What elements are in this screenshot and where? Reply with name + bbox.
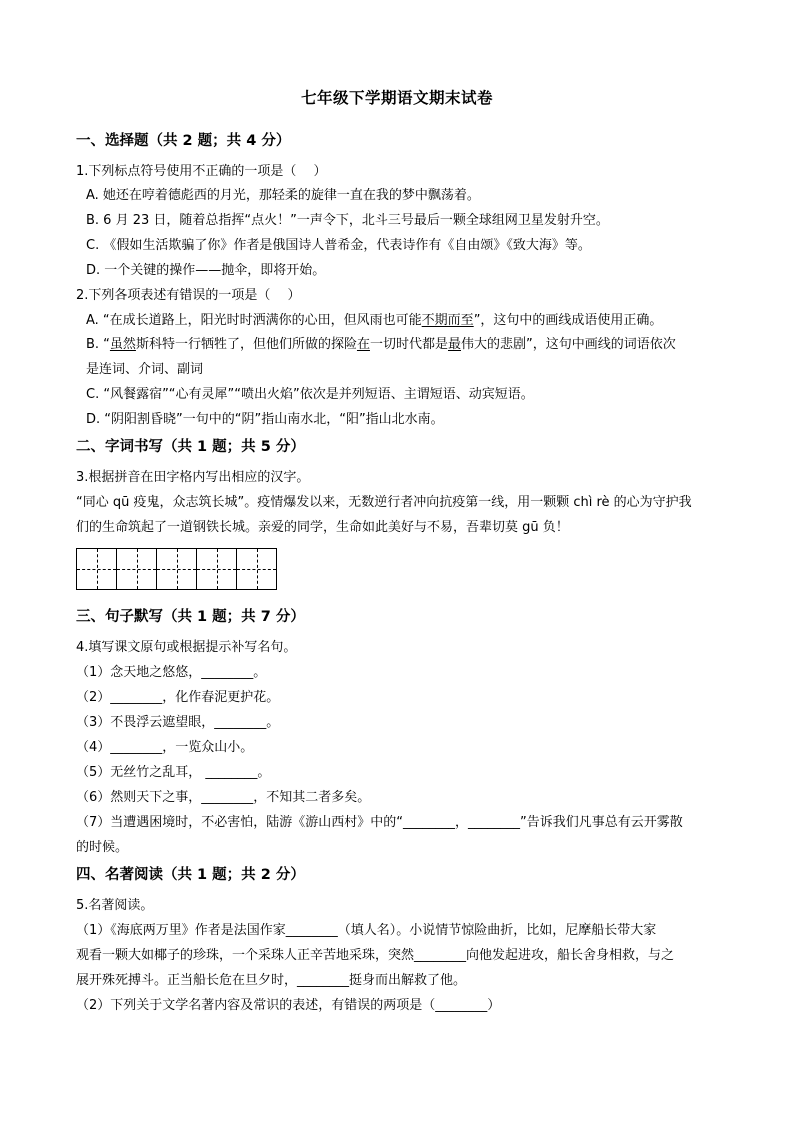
question-1-option-b: B. 6 月 23 日，随着总指挥“点火！”一声令下，北斗三号最后一颗全球组网卫星发射升空。 [86, 213, 609, 228]
underlined-word: 最 [447, 337, 461, 352]
question-4-item-2: （2）________，化作春泥更护花。 [76, 690, 280, 705]
question-2-option-c: C. “风餐露宿”“心有灵犀”“喷出火焰”依次是并列短语、主谓短语、动宾短语。 [86, 387, 534, 402]
question-4-item-3: （3）不畏浮云遮望眼，________。 [76, 715, 280, 730]
section-heading-recitation: 三、句子默写（共 1 题；共 7 分） [76, 609, 305, 625]
section-heading-choice: 一、选择题（共 2 题；共 4 分） [76, 133, 291, 149]
question-5-part-1-line-1: （1）《海底两万里》作者是法国作家________（填人名）。小说情节惊险曲折，比如，尼摩船长带大家 [76, 923, 657, 938]
question-5-part-1-line-3: 展开殊死搏斗。正当船长危在旦夕时，________挺身而出解救了他。 [76, 973, 467, 988]
question-5-part-1-line-2: 观看一颗大如椰子的珍珠，一个采珠人正辛苦地采珠，突然________向他发起进攻，船长舍身相救，与之 [76, 948, 675, 963]
question-4-item-5: （5）无丝竹之乱耳， ________。 [76, 765, 271, 780]
question-5-stem: 5.名著阅读。 [76, 898, 154, 913]
question-4-item-4: （4）________，一览众山小。 [76, 740, 254, 755]
tianzige-cell[interactable] [117, 549, 157, 589]
underlined-word: 虽然 [109, 337, 136, 352]
question-4-item-7: （7）当遭遇困境时，不必害怕，陆游《游山西村》中的“________，________”告诉我们凡事总有云开雾散 [76, 815, 683, 830]
question-4-item-1: （1）念天地之悠悠，________。 [76, 665, 267, 680]
question-2-option-b: B. “虽然斯科特一行牺牲了，但他们所做的探险在一切时代都是最伟大的悲剧”，这句中画线的词语依次 [86, 337, 676, 352]
page-title: 七年级下学期语文期末试卷 [300, 89, 493, 107]
tianzige-cell[interactable] [197, 549, 237, 589]
question-5-part-2: （2）下列关于文学名著内容及常识的表述，有错误的两项是（________） [76, 998, 501, 1013]
question-4-stem: 4.填写课文原句或根据提示补写名句。 [76, 640, 297, 655]
tianzige-cell[interactable] [77, 549, 117, 589]
tianzige-cell[interactable] [237, 549, 277, 589]
question-1-stem: 1.下列标点符号使用不正确的一项是（ ） [76, 164, 327, 179]
tianzige-cell[interactable] [157, 549, 197, 589]
section-heading-writing: 二、字词书写（共 1 题；共 5 分） [76, 439, 305, 455]
question-1-option-d: D. 一个关键的操作——抛伞，即将开始。 [86, 263, 326, 278]
question-4-item-7-cont: 的时候。 [76, 840, 129, 855]
question-2-stem: 2.下列各项表述有错误的一项是（ ） [76, 288, 301, 303]
underlined-word: 在 [356, 337, 370, 352]
question-1-option-a: A. 她还在哼着德彪西的月光，那轻柔的旋律一直在我的梦中飘荡着。 [86, 188, 480, 203]
question-1-option-c: C. 《假如生活欺骗了你》作者是俄国诗人普希金，代表诗作有《自由颂》《致大海》等。 [86, 238, 591, 253]
question-2-option-a: A. “在成长道路上，阳光时时洒满你的心田，但风雨也可能不期而至”，这句中的画线成语使用正确。 [86, 313, 663, 328]
question-3-stem: 3.根据拼音在田字格内写出相应的汉字。 [76, 470, 310, 485]
underlined-idiom: 不期而至 [421, 313, 474, 328]
question-3-passage-line-1: “同心 qū 疫鬼，众志筑长城”。疫情爆发以来，无数逆行者冲向抗疫第一线，用一颗颗 chì rè 的心为守护我 [76, 495, 692, 510]
question-2-option-d: D. “阴阳割昏晓”一句中的“阴”指山南水北，“阳”指山北水南。 [86, 412, 444, 427]
question-3-passage-line-2: 们的生命筑起了一道钢铁长城。亲爱的同学，生命如此美好与不易，吾辈切莫 gū 负！ [76, 520, 569, 535]
tianzige-grid [76, 548, 277, 590]
question-4-item-6: （6）然则天下之事，________，不知其二者多矣。 [76, 790, 371, 805]
section-heading-classics: 四、名著阅读（共 1 题；共 2 分） [76, 867, 305, 883]
question-2-option-b-cont: 是连词、介词、副词 [86, 362, 204, 377]
